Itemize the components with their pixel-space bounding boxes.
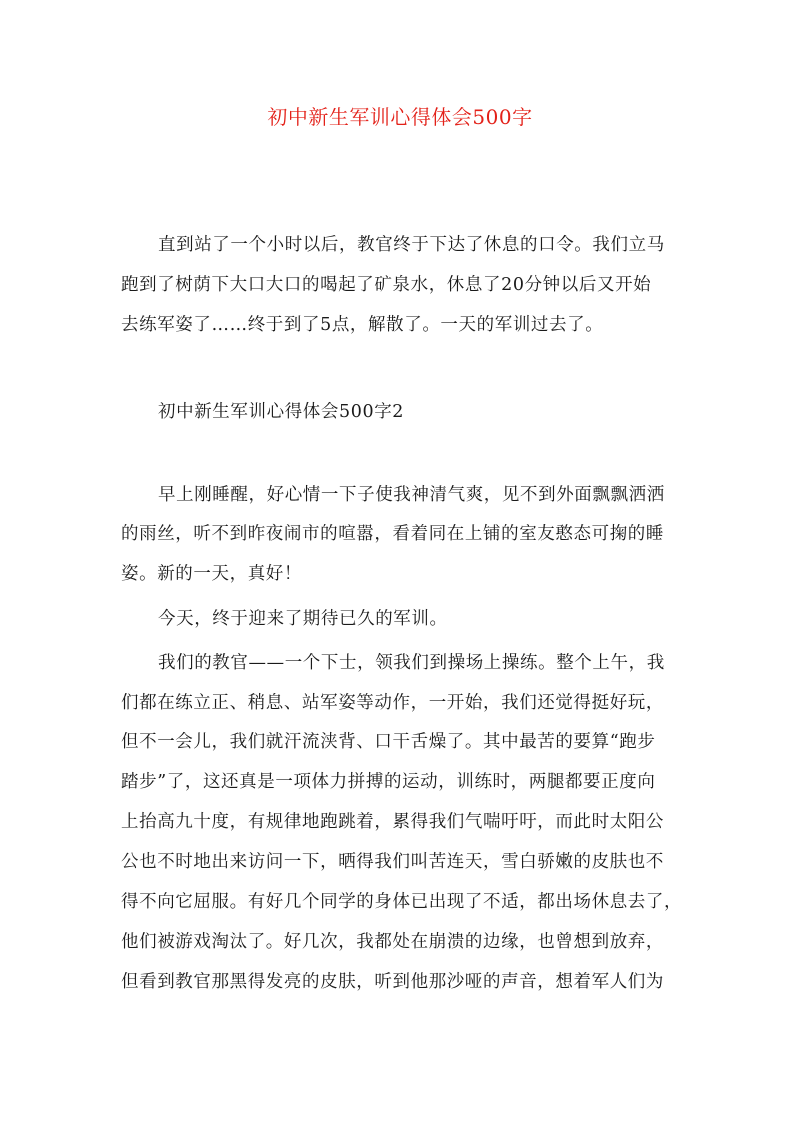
- document-title: 初中新生军训心得体会500字: [267, 105, 533, 129]
- paragraph-line: 去练军姿了……终于到了5点，解散了。一天的军训过去了。: [121, 315, 604, 335]
- paragraph-line: 但看到教官那黑得发亮的皮肤，听到他那沙哑的声音，想着军人们为: [121, 972, 664, 992]
- paragraph-line: 姿。新的一天，真好！: [121, 564, 302, 584]
- section-heading: 初中新生军训心得体会500字2: [158, 402, 405, 422]
- paragraph-line: 得不向它屈服。有好几个同学的身体已出现了不适，都出场休息去了，: [121, 892, 683, 912]
- paragraph-line: 上抬高九十度，有规律地跑跳着，累得我们气喘吁吁，而此时太阳公: [121, 812, 664, 832]
- paragraph-line: 我们的教官——一个下士，领我们到操场上操练。整个上午，我: [158, 653, 665, 673]
- paragraph-line: 早上刚睡醒，好心情一下子使我神清气爽，见不到外面飘飘洒洒: [158, 485, 665, 505]
- paragraph-line: 踏步”了，这还真是一项体力拼搏的运动，训练时，两腿都要正度向: [121, 772, 656, 792]
- paragraph-line: 跑到了树荫下大口大口的喝起了矿泉水，休息了20分钟以后又开始: [121, 275, 652, 295]
- paragraph-line: 的雨丝，听不到昨夜闹市的喧嚣，看着同在上铺的室友憨态可掬的睡: [121, 524, 664, 544]
- paragraph-line: 他们被游戏淘汰了。好几次，我都处在崩溃的边缘，也曾想到放弃，: [121, 932, 664, 952]
- paragraph-line: 直到站了一个小时以后，教官终于下达了休息的口令。我们立马: [158, 235, 665, 255]
- paragraph-line: 公也不时地出来访问一下，晒得我们叫苦连天，雪白骄嫩的皮肤也不: [121, 852, 664, 872]
- paragraph-line: 们都在练立正、稍息、站军姿等动作，一开始，我们还觉得挺好玩，: [121, 693, 664, 713]
- paragraph-line: 今天，终于迎来了期待已久的军训。: [158, 609, 448, 629]
- paragraph-line: 但不一会儿，我们就汗流浃背、口干舌燥了。其中最苦的要算“跑步: [121, 732, 656, 752]
